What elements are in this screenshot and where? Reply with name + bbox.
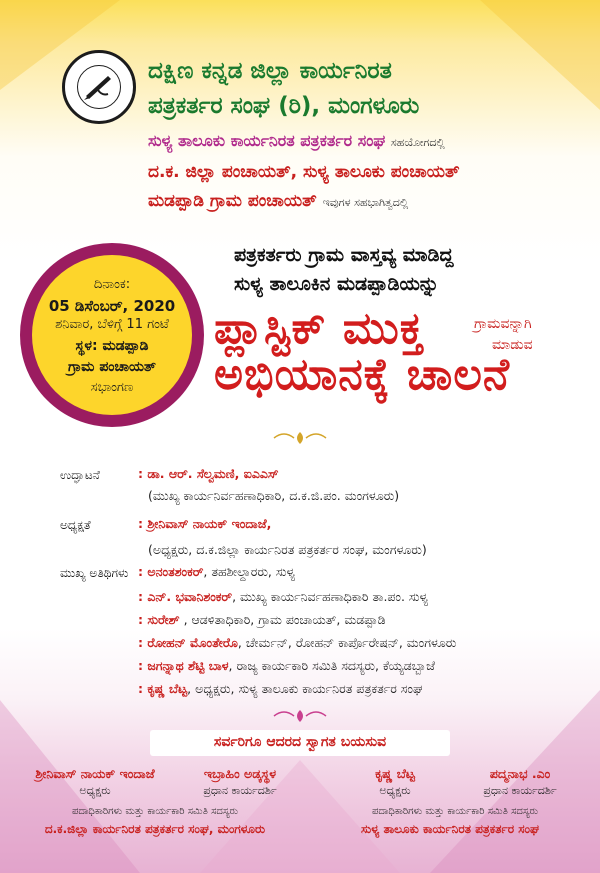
- headline-line1: ಪ್ಲಾಸ್ಟಿಕ್ ಮುಕ್ತ: [214, 303, 425, 354]
- inaugurate-label: ಉದ್ಘಾಟನೆ: [60, 468, 100, 482]
- org-name-line1: ದಕ್ಷಿಣ ಕನ್ನಡ ಜಿಲ್ಲಾ ಕಾರ್ಯನಿರತ: [148, 58, 392, 84]
- support-suffix3: ಇವುಗಳ ಸಹಭಾಗಿತ್ವದಲ್ಲಿ: [322, 196, 409, 209]
- support-line3: [148, 191, 408, 211]
- inaugurate-row: : ಡಾ. ಆರ್. ಸೆಲ್ವಮಣಿ, ಐಎಎಸ್: [138, 466, 279, 481]
- guest-role: , ಅಧ್ಯಕ್ಷರು, ಸುಳ್ಯ ತಾಲೂಕು ಕಾರ್ಯನಿರತ ಪತ್ರಕರ್ತರ ಸಂಘ: [187, 681, 423, 696]
- guest-name: ಸುರೇಶ್: [147, 612, 180, 627]
- welcome-text: ಸರ್ವರಿಗೂ ಆದರದ ಸ್ವಾಗತ ಬಯಸುವ: [213, 734, 387, 750]
- guest-role: , ರಾಜ್ಯ ಕಾರ್ಯಕಾರಿ ಸಮಿತಿ ಸದಸ್ಯರು, ಕೆಯ್ಯಡಬ್ಬಾಜೆ: [228, 658, 435, 673]
- venue-line2: ಸಭಾಂಗಣ: [90, 380, 134, 395]
- org-name-line2: ಪತ್ರಕರ್ತರ ಸಂಘ (ರಿ), ಮಂಗಳೂರು: [148, 93, 420, 119]
- host-name: ಪದ್ಮನಾಭ .ಎಂ: [489, 766, 551, 781]
- logo-emblem: [77, 65, 121, 109]
- inaugurate-name: ಡಾ. ಆರ್. ಸೆಲ್ವಮಣಿ, ಐಎಎಸ್: [147, 466, 279, 481]
- host-role: ಪ್ರಧಾನ ಕಾರ್ಯದರ್ಶಿ: [483, 784, 557, 797]
- guest-role: , ತಹಶೀಲ್ದಾರರು, ಸುಳ್ಯ: [203, 564, 295, 579]
- headline-line2: ಅಭಿಯಾನಕ್ಕೆ ಚಾಲನೆ: [214, 349, 511, 400]
- date-badge: [20, 243, 204, 427]
- intro-line1: ಪತ್ರಕರ್ತರು ಗ್ರಾಮ ವಾಸ್ತವ್ಯ ಮಾಡಿದ್ದ: [234, 244, 454, 266]
- host-name: ಇಬ್ರಾಹಿಂ ಅಡ್ಕಸ್ಥಳ: [203, 766, 277, 781]
- presidency-row: : ಶ್ರೀನಿವಾಸ್ ನಾಯಕ್ ಇಂದಾಜೆ,: [138, 516, 272, 531]
- host-name: ಕೃಷ್ಣ ಬೆಟ್ಟ: [375, 766, 415, 781]
- footer-org-left: ದ.ಕ.ಜಿಲ್ಲಾ ಕಾರ್ಯನಿರತ ಪತ್ರಕರ್ತರ ಸಂಘ, ಮಂಗಳೂರು: [44, 822, 266, 836]
- support-suffix1: ಸಹಯೋಗದಲ್ಲಿ: [390, 136, 445, 149]
- footer-group-left: ಪದಾಧಿಕಾರಿಗಳು ಮತ್ತು ಕಾರ್ಯಕಾರಿ ಸಮಿತಿ ಸದಸ್ಯರು: [71, 806, 239, 817]
- ornament-divider-top: [270, 428, 330, 448]
- ornament-divider-bottom: [270, 706, 330, 726]
- presidency-role: (ಅಧ್ಯಕ್ಷರು, ದ.ಕ.ಜಿಲ್ಲಾ ಕಾರ್ಯನಿರತ ಪತ್ರಕರ್ತರ ಸಂಘ, ಮಂಗಳೂರು): [148, 542, 427, 557]
- host-name: ಶ್ರೀನಿವಾಸ್ ನಾಯಕ್ ಇಂದಾಜೆ: [35, 766, 155, 781]
- date-badge-inner: [32, 255, 192, 415]
- guest-row: : ಜಗನ್ನಾಥ ಶೆಟ್ಟಿ ಬಾಳ, ರಾಜ್ಯ ಕಾರ್ಯಕಾರಿ ಸಮಿತಿ ಸದಸ್ಯರು, ಕೆಯ್ಯಡಬ್ಬಾಜೆ: [138, 658, 435, 673]
- guest-row: : ಅನಂತಶಂಕರ್, ತಹಶೀಲ್ದಾರರು, ಸುಳ್ಯ: [138, 564, 295, 579]
- support-org3: ಮಡಪ್ಪಾಡಿ ಗ್ರಾಮ ಪಂಚಾಯತ್: [148, 191, 317, 211]
- venue-label: ಸ್ಥಳ: ಮಡಪ್ಪಾಡಿ: [75, 338, 149, 354]
- guest-row: : ರೋಹನ್ ಮೊಂತೇರೊ, ಚೇರ್ಮನ್, ರೋಹನ್ ಕಾರ್ಪೊರೇಷನ್, ಮಂಗಳೂರು: [138, 635, 457, 650]
- guest-role: , ಮುಖ್ಯ ಕಾರ್ಯನಿರ್ವಹಣಾಧಿಕಾರಿ ತಾ.ಪಂ. ಸುಳ್ಯ: [232, 589, 429, 604]
- event-time: ಶನಿವಾರ, ಬೆಳಿಗ್ಗೆ 11 ಗಂಟೆ: [55, 317, 169, 332]
- date-label: ದಿನಾಂಕ:: [93, 277, 131, 292]
- guests-label: ಮುಖ್ಯ ಅತಿಥಿಗಳು: [60, 566, 129, 580]
- inaugurate-role: (ಮುಖ್ಯ ಕಾರ್ಯನಿರ್ವಹಣಾಧಿಕಾರಿ, ದ.ಕ.ಜಿ.ಪಂ. ಮಂಗಳೂರು): [148, 488, 400, 503]
- footer-group-right: ಪದಾಧಿಕಾರಿಗಳು ಮತ್ತು ಕಾರ್ಯಕಾರಿ ಸಮಿತಿ ಸದಸ್ಯರು: [371, 806, 539, 817]
- support-line2: ದ.ಕ. ಜಿಲ್ಲಾ ಪಂಚಾಯತ್, ಸುಳ್ಯ ತಾಲೂಕು ಪಂಚಾಯತ್: [148, 162, 460, 182]
- guest-role: , ಆಡಳಿತಾಧಿಕಾರಿ, ಗ್ರಾಮ ಪಂಚಾಯತ್, ಮಡಪ್ಪಾಡಿ: [179, 612, 386, 627]
- headline-side2: ಮಾಡುವ: [492, 337, 533, 353]
- venue-line1: ಗ್ರಾಮ ಪಂಚಾಯತ್: [68, 359, 156, 375]
- pen-hand-icon: [78, 66, 119, 107]
- presidency-label: ಅಧ್ಯಕ್ಷತೆ: [60, 518, 91, 532]
- host-role: ಪ್ರಧಾನ ಕಾರ್ಯದರ್ಶಿ: [203, 784, 277, 797]
- support-org1: ಸುಳ್ಯ ತಾಲೂಕು ಕಾರ್ಯನಿರತ ಪತ್ರಕರ್ತರ ಸಂಘ: [148, 131, 386, 150]
- guest-role: , ಚೇರ್ಮನ್, ರೋಹನ್ ಕಾರ್ಪೊರೇಷನ್, ಮಂಗಳೂರು: [237, 635, 457, 650]
- support-line1: [148, 131, 445, 151]
- guest-name: ಎನ್. ಭವಾನಿಶಂಕರ್: [147, 589, 233, 604]
- guest-name: ಅನಂತಶಂಕರ್: [147, 564, 204, 579]
- guest-row: : ಸುರೇಶ್ , ಆಡಳಿತಾಧಿಕಾರಿ, ಗ್ರಾಮ ಪಂಚಾಯತ್, ಮಡಪ್ಪಾಡಿ: [138, 612, 386, 627]
- guest-name: ಕೃಷ್ಣ ಬೆಟ್ಟ: [147, 681, 188, 696]
- guest-name: ರೋಹನ್ ಮೊಂತೇರೊ: [147, 635, 238, 650]
- event-date: 05 ಡಿಸೆಂಬರ್, 2020: [48, 297, 176, 315]
- presidency-name: ಶ್ರೀನಿವಾಸ್ ನಾಯಕ್ ಇಂದಾಜೆ,: [147, 516, 272, 531]
- association-logo: [62, 50, 136, 124]
- guest-row: : ಕೃಷ್ಣ ಬೆಟ್ಟ, ಅಧ್ಯಕ್ಷರು, ಸುಳ್ಯ ತಾಲೂಕು ಕಾರ್ಯನಿರತ ಪತ್ರಕರ್ತರ ಸಂಘ: [138, 681, 423, 696]
- headline-side1: ಗ್ರಾಮವನ್ನಾಗಿ: [474, 316, 532, 332]
- footer-org-right: ಸುಳ್ಯ ತಾಲೂಕು ಕಾರ್ಯನಿರತ ಪತ್ರಕರ್ತರ ಸಂಘ: [361, 822, 539, 836]
- host-role: ಅಧ್ಯಕ್ಷರು: [79, 784, 111, 797]
- guest-row: : ಎನ್. ಭವಾನಿಶಂಕರ್, ಮುಖ್ಯ ಕಾರ್ಯನಿರ್ವಹಣಾಧಿಕಾರಿ ತಾ.ಪಂ. ಸುಳ್ಯ: [138, 589, 429, 604]
- host-role: ಅಧ್ಯಕ್ಷರು: [379, 784, 411, 797]
- guest-name: ಜಗನ್ನಾಥ ಶೆಟ್ಟಿ ಬಾಳ: [147, 658, 229, 673]
- intro-line2: ಸುಳ್ಯ ತಾಲೂಕಿನ ಮಡಪ್ಪಾಡಿಯನ್ನು: [234, 273, 439, 295]
